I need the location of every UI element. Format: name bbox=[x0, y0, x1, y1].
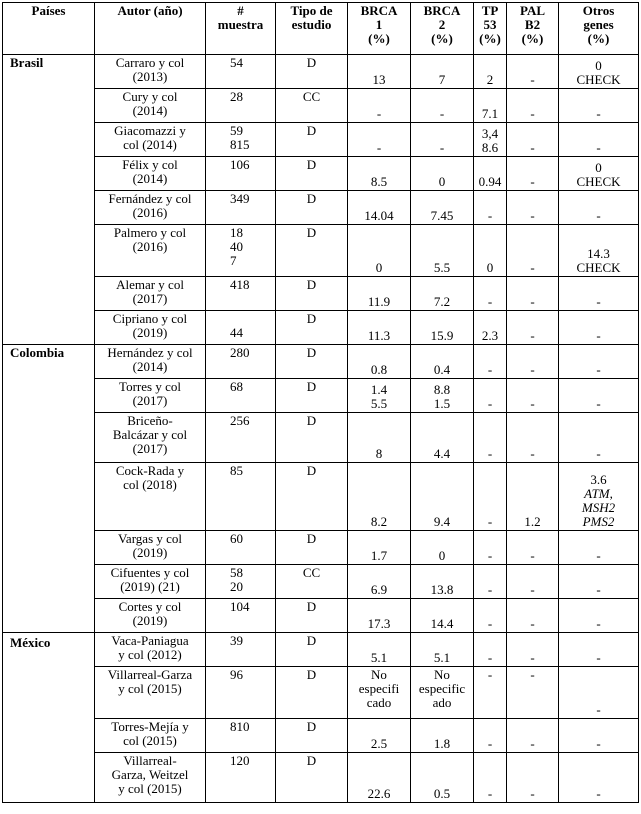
table-row bbox=[3, 379, 639, 413]
brca2-cell: 9.4 bbox=[411, 463, 474, 531]
otros-cell: - bbox=[559, 599, 639, 633]
otros-cell: 3.6 ATM, MSH2 PMS2 bbox=[559, 463, 639, 531]
author-cell: Palmero y col (2016) bbox=[95, 225, 206, 277]
brca1-cell: 22.6 bbox=[348, 753, 411, 803]
sample-size-cell: 18 40 7 bbox=[206, 225, 276, 277]
study-type-cell: D bbox=[276, 311, 348, 345]
sample-size-cell: 106 bbox=[206, 157, 276, 191]
table-row bbox=[3, 55, 639, 89]
otros-cell: 0 CHECK bbox=[559, 55, 639, 89]
palb2-cell: - bbox=[507, 277, 559, 311]
study-type-cell: D bbox=[276, 413, 348, 463]
otros-cell: - bbox=[559, 719, 639, 753]
header-otros: Otros genes (%) bbox=[559, 3, 639, 55]
author-cell: Alemar y col (2017) bbox=[95, 277, 206, 311]
sample-size-cell: 39 bbox=[206, 633, 276, 667]
study-type-cell: D bbox=[276, 55, 348, 89]
palb2-cell: - bbox=[507, 719, 559, 753]
brca2-cell: 13.8 bbox=[411, 565, 474, 599]
palb2-cell: - bbox=[507, 667, 559, 719]
brca1-cell: No especifi cado bbox=[348, 667, 411, 719]
author-cell: Giacomazzi y col (2014) bbox=[95, 123, 206, 157]
brca2-cell: 7.45 bbox=[411, 191, 474, 225]
tp53-cell: - bbox=[474, 379, 507, 413]
table-row bbox=[3, 123, 639, 157]
tp53-cell: - bbox=[474, 633, 507, 667]
otros-cell: - bbox=[559, 345, 639, 379]
otros-cell: - bbox=[559, 531, 639, 565]
otros-cell: - bbox=[559, 753, 639, 803]
sample-size-cell: 85 bbox=[206, 463, 276, 531]
palb2-cell: - bbox=[507, 157, 559, 191]
study-type-cell: D bbox=[276, 531, 348, 565]
header-paises: Países bbox=[3, 3, 95, 55]
author-cell: Cury y col (2014) bbox=[95, 89, 206, 123]
brca1-cell: 11.9 bbox=[348, 277, 411, 311]
sample-size-cell: 68 bbox=[206, 379, 276, 413]
tp53-cell: 2 bbox=[474, 55, 507, 89]
study-type-cell: D bbox=[276, 633, 348, 667]
palb2-cell: - bbox=[507, 89, 559, 123]
author-cell: Carraro y col (2013) bbox=[95, 55, 206, 89]
palb2-cell: - bbox=[507, 55, 559, 89]
brca1-cell: 8.2 bbox=[348, 463, 411, 531]
brca1-cell: 8.5 bbox=[348, 157, 411, 191]
otros-cell: - bbox=[559, 191, 639, 225]
header-brca1: BRCA 1 (%) bbox=[348, 3, 411, 55]
study-type-cell: D bbox=[276, 157, 348, 191]
otros-cell: 0 CHECK bbox=[559, 157, 639, 191]
sample-size-cell: 349 bbox=[206, 191, 276, 225]
sample-size-cell: 96 bbox=[206, 667, 276, 719]
brca2-cell: 0.4 bbox=[411, 345, 474, 379]
tp53-cell: - bbox=[474, 345, 507, 379]
brca1-cell: 0 bbox=[348, 225, 411, 277]
header-muestra: # muestra bbox=[206, 3, 276, 55]
tp53-cell: 0.94 bbox=[474, 157, 507, 191]
palb2-cell: - bbox=[507, 753, 559, 803]
table-row bbox=[3, 719, 639, 753]
brca1-cell: 11.3 bbox=[348, 311, 411, 345]
brca2-cell: 0 bbox=[411, 531, 474, 565]
tp53-cell: - bbox=[474, 413, 507, 463]
brca2-cell: 5.1 bbox=[411, 633, 474, 667]
study-type-cell: D bbox=[276, 599, 348, 633]
sample-size-cell: 59 815 bbox=[206, 123, 276, 157]
table-row bbox=[3, 599, 639, 633]
tp53-cell: 2.3 bbox=[474, 311, 507, 345]
author-cell: Cortes y col (2019) bbox=[95, 599, 206, 633]
author-cell: Hernández y col (2014) bbox=[95, 345, 206, 379]
study-type-cell: D bbox=[276, 463, 348, 531]
palb2-cell: 1.2 bbox=[507, 463, 559, 531]
tp53-cell: - bbox=[474, 463, 507, 531]
otros-cell: 14.3 CHECK bbox=[559, 225, 639, 277]
header-tp53: TP 53 (%) bbox=[474, 3, 507, 55]
study-type-cell: D bbox=[276, 345, 348, 379]
table-row bbox=[3, 633, 639, 667]
otros-cell: - bbox=[559, 413, 639, 463]
sample-size-cell: 104 bbox=[206, 599, 276, 633]
table-row bbox=[3, 753, 639, 803]
brca2-cell: 8.8 1.5 bbox=[411, 379, 474, 413]
brca2-cell: 7 bbox=[411, 55, 474, 89]
sample-size-cell: 810 bbox=[206, 719, 276, 753]
tp53-cell: - bbox=[474, 667, 507, 719]
author-cell: Villarreal- Garza, Weitzel y col (2015) bbox=[95, 753, 206, 803]
brca1-cell: 0.8 bbox=[348, 345, 411, 379]
brca2-cell: 7.2 bbox=[411, 277, 474, 311]
otros-cell: - bbox=[559, 277, 639, 311]
author-cell: Torres-Mejía y col (2015) bbox=[95, 719, 206, 753]
header-tipo: Tipo de estudio bbox=[276, 3, 348, 55]
table-row bbox=[3, 311, 639, 345]
tp53-cell: - bbox=[474, 753, 507, 803]
sample-size-cell: 256 bbox=[206, 413, 276, 463]
brca1-cell: 1.4 5.5 bbox=[348, 379, 411, 413]
palb2-cell: - bbox=[507, 225, 559, 277]
author-cell: Félix y col (2014) bbox=[95, 157, 206, 191]
palb2-cell: - bbox=[507, 413, 559, 463]
table-row bbox=[3, 225, 639, 277]
sample-size-cell: 54 bbox=[206, 55, 276, 89]
table-row bbox=[3, 89, 639, 123]
header-palb2: PAL B2 (%) bbox=[507, 3, 559, 55]
tp53-cell: - bbox=[474, 719, 507, 753]
table-row bbox=[3, 565, 639, 599]
sample-size-cell: 280 bbox=[206, 345, 276, 379]
brca1-cell: - bbox=[348, 89, 411, 123]
sample-size-cell: 60 bbox=[206, 531, 276, 565]
otros-cell: - bbox=[559, 379, 639, 413]
study-type-cell: D bbox=[276, 719, 348, 753]
otros-cell: - bbox=[559, 89, 639, 123]
country-cell: México bbox=[3, 633, 95, 803]
brca1-cell: 17.3 bbox=[348, 599, 411, 633]
tp53-cell: - bbox=[474, 599, 507, 633]
tp53-cell: - bbox=[474, 191, 507, 225]
brca2-cell: 15.9 bbox=[411, 311, 474, 345]
tp53-cell: - bbox=[474, 531, 507, 565]
header-row bbox=[3, 3, 639, 55]
study-type-cell: D bbox=[276, 277, 348, 311]
tp53-cell: 0 bbox=[474, 225, 507, 277]
table-row bbox=[3, 277, 639, 311]
study-type-cell: D bbox=[276, 225, 348, 277]
country-cell: Brasil bbox=[3, 55, 95, 345]
author-cell: Briceño- Balcázar y col (2017) bbox=[95, 413, 206, 463]
brca2-cell: No especific ado bbox=[411, 667, 474, 719]
study-type-cell: D bbox=[276, 191, 348, 225]
study-type-cell: D bbox=[276, 667, 348, 719]
author-cell: Cock-Rada y col (2018) bbox=[95, 463, 206, 531]
table-row bbox=[3, 667, 639, 719]
brca1-cell: 2.5 bbox=[348, 719, 411, 753]
brca2-cell: 4.4 bbox=[411, 413, 474, 463]
otros-cell: - bbox=[559, 565, 639, 599]
brca2-cell: 0 bbox=[411, 157, 474, 191]
brca2-cell: - bbox=[411, 89, 474, 123]
brca1-cell: - bbox=[348, 123, 411, 157]
palb2-cell: - bbox=[507, 123, 559, 157]
brca1-cell: 6.9 bbox=[348, 565, 411, 599]
brca2-cell: 5.5 bbox=[411, 225, 474, 277]
gene-variant-table bbox=[2, 2, 639, 803]
table-row bbox=[3, 463, 639, 531]
author-cell: Cifuentes y col (2019) (21) bbox=[95, 565, 206, 599]
table-row bbox=[3, 531, 639, 565]
sample-size-cell: 44 bbox=[206, 311, 276, 345]
tp53-cell: 7.1 bbox=[474, 89, 507, 123]
brca1-cell: 1.7 bbox=[348, 531, 411, 565]
tp53-cell: - bbox=[474, 277, 507, 311]
study-type-cell: D bbox=[276, 123, 348, 157]
otros-cell: - bbox=[559, 633, 639, 667]
country-cell: Colombia bbox=[3, 345, 95, 633]
tp53-cell: 3,4 8.6 bbox=[474, 123, 507, 157]
otros-cell: - bbox=[559, 311, 639, 345]
brca2-cell: 14.4 bbox=[411, 599, 474, 633]
author-cell: Villarreal-Garza y col (2015) bbox=[95, 667, 206, 719]
study-type-cell: CC bbox=[276, 565, 348, 599]
author-cell: Cipriano y col (2019) bbox=[95, 311, 206, 345]
study-type-cell: D bbox=[276, 379, 348, 413]
palb2-cell: - bbox=[507, 633, 559, 667]
table-row bbox=[3, 345, 639, 379]
table-row bbox=[3, 157, 639, 191]
author-cell: Vaca-Paniagua y col (2012) bbox=[95, 633, 206, 667]
otros-cell: - bbox=[559, 667, 639, 719]
sample-size-cell: 58 20 bbox=[206, 565, 276, 599]
palb2-cell: - bbox=[507, 345, 559, 379]
sample-size-cell: 418 bbox=[206, 277, 276, 311]
author-cell: Torres y col (2017) bbox=[95, 379, 206, 413]
sample-size-cell: 120 bbox=[206, 753, 276, 803]
header-brca2: BRCA 2 (%) bbox=[411, 3, 474, 55]
author-cell: Fernández y col (2016) bbox=[95, 191, 206, 225]
tp53-cell: - bbox=[474, 565, 507, 599]
study-type-cell: CC bbox=[276, 89, 348, 123]
brca1-cell: 5.1 bbox=[348, 633, 411, 667]
table-row bbox=[3, 413, 639, 463]
header-autor: Autor (año) bbox=[95, 3, 206, 55]
brca1-cell: 8 bbox=[348, 413, 411, 463]
brca2-cell: 1.8 bbox=[411, 719, 474, 753]
brca2-cell: - bbox=[411, 123, 474, 157]
palb2-cell: - bbox=[507, 531, 559, 565]
palb2-cell: - bbox=[507, 379, 559, 413]
brca1-cell: 13 bbox=[348, 55, 411, 89]
table-body bbox=[3, 55, 639, 803]
palb2-cell: - bbox=[507, 191, 559, 225]
palb2-cell: - bbox=[507, 565, 559, 599]
study-type-cell: D bbox=[276, 753, 348, 803]
palb2-cell: - bbox=[507, 311, 559, 345]
sample-size-cell: 28 bbox=[206, 89, 276, 123]
table-row bbox=[3, 191, 639, 225]
brca2-cell: 0.5 bbox=[411, 753, 474, 803]
author-cell: Vargas y col (2019) bbox=[95, 531, 206, 565]
brca1-cell: 14.04 bbox=[348, 191, 411, 225]
palb2-cell: - bbox=[507, 599, 559, 633]
otros-cell: - bbox=[559, 123, 639, 157]
